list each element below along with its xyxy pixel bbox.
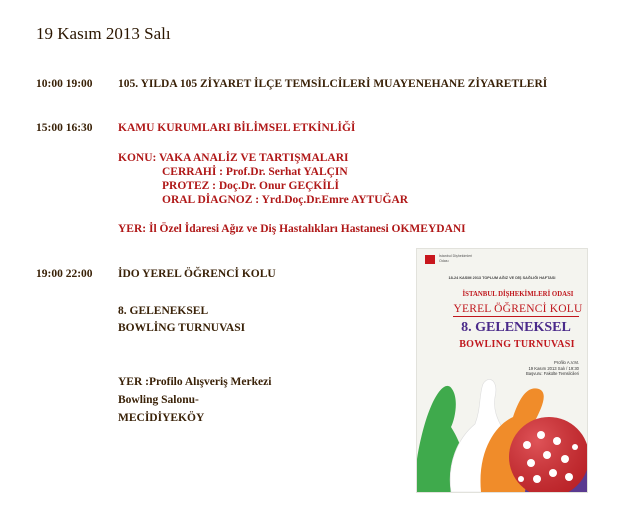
event2-topic: KONU: VAKA ANALİZ VE TARTIŞMALARI [118,152,349,164]
page-date-title: 19 Kasım 2013 Salı [36,24,171,43]
event3-time: 19:00 22:00 [36,268,93,280]
event2-time: 15:00 16:30 [36,122,93,134]
poster-detail-line: 19 Kasım 2013 Salı / 19:30 [528,365,579,371]
event2-speaker: ORAL DİAGNOZ : Yrd.Doç.Dr.Emre AYTUĞAR [162,194,409,206]
event3-subtitle: 8. GELENEKSEL [118,305,209,317]
poster-edition: 8. GELENEKSEL [461,320,571,335]
event1-title: 105. YILDA 105 ZİYARET İLÇE TEMSİLCİLERİ MUAYENEHANE ZİYARETLERİ [118,78,548,90]
event2-venue: YER: İl Özel İdaresi Ağız ve Diş Hastalıkları Hastanesi OKMEYDANI [118,223,466,235]
event3-venue: YER :Profilo Alışveriş Merkezi [118,376,272,388]
event3-title: İDO YEREL ÖĞRENCİ KOLU [118,268,276,280]
poster-details [526,360,579,377]
poster-tournament: BOWLING TURNUVASI [459,339,575,350]
event2-speaker: PROTEZ : Doç.Dr. Onur GEÇKİLİ [162,180,339,192]
poster-top-banner: 18-24 KASIM 2013 TOPLUM AĞIZ VE DİŞ SAĞLIĞI HAFTASI [448,276,556,280]
poster-divider [453,316,579,317]
event2-title: KAMU KURUMLARI BİLİMSEL ETKİNLİĞİ [118,122,356,134]
ido-logo-icon [425,255,435,264]
event3-venue: MECİDİYEKÖY [118,412,205,424]
poster-logo-text: İstanbul Dişhekimleri Odası [439,254,473,263]
poster-org: İSTANBUL DİŞHEKİMLERİ ODASI [462,291,574,298]
event2-speaker: CERRAHİ : Prof.Dr. Serhat YALÇIN [162,166,348,178]
poster-local-branch: YEREL ÖĞRENCİ KOLU [453,303,583,315]
poster-detail-line: Profilo A.V.M. [554,360,579,365]
event3-venue: Bowling Salonu- [118,394,199,406]
event1-time: 10:00 19:00 [36,78,93,90]
event3-subtitle: BOWLİNG TURNUVASI [118,322,246,334]
poster-detail-line: Başvuru: Fakülte Temsilcileri [526,371,579,377]
bowling-poster [416,248,588,493]
